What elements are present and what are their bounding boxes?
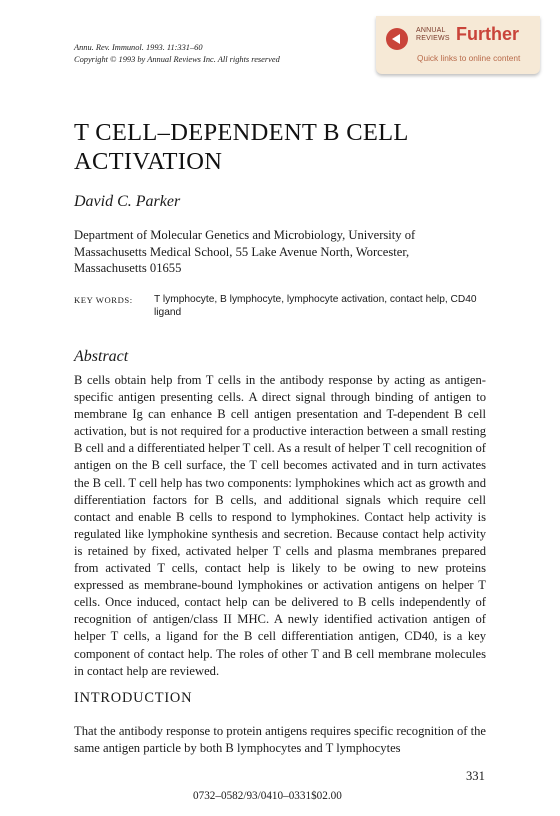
article-title: T CELL–DEPENDENT B CELL ACTIVATION [74, 119, 408, 175]
further-badge[interactable] [376, 16, 540, 74]
abstract-heading: Abstract [74, 348, 129, 365]
badge-brand-line2: REVIEWS [416, 34, 450, 42]
key-words: T lymphocyte, B lymphocyte, lymphocyte activation, contact help, CD40 ligand [154, 294, 477, 318]
author: David C. Parker [74, 193, 181, 210]
introduction-heading: INTRODUCTION [74, 690, 193, 706]
article-code: 0732–0582/93/0410–0331$02.00 [193, 790, 342, 802]
citation [74, 42, 280, 65]
citation-journal: Annu. Rev. Immunol. 1993. 11:331–60 [74, 43, 203, 52]
page-number: 331 [466, 769, 485, 783]
abstract-body: B cells obtain help from T cells in the antibody response by acting as antigen-specific antigen presenting cells. A direct signal through binding of antigen to membrane Ig can enhance B cell antigen presentation and T-dependent B cell activation, but is not required for a productive interaction between a small resting B cell and a differentiated helper T cell. As a result of helper T cell recognition of antigen on the B cell surface, the T cell becomes activated and in turn activates the B cell. T cell help has two components: lymphokines which act as growth and differentiation factors for B cells, and additional signals which require cell contact and enable B cells to respond to lymphokines. Contact help activity is regulated like lymphokine synthesis and secretion. Because contact help activity is retained by fixed, activated helper T cells and plasma membranes prepared from activated T cells, contact help is likely to be owing to new proteins expressed as membrane-bound lymphokines or activation antigens on helper T cells. Once induced, contact help can be delivered to B cells independently of recognition of antigen/class II MHC. A newly identified activation antigen of helper T cells, a ligand for the B cell differentiation antigen, CD40, is a key component of contact help. The roles of other T and B cell membrane molecules in contact help are reviewed. [74, 373, 486, 678]
annual-reviews-logo-icon [386, 28, 408, 50]
introduction-body: That the antibody response to protein antigens requires specific recognition of the same antigen particle by both B lymphocytes and T lymphocytes [74, 724, 486, 756]
badge-brand-line1: ANNUAL [416, 27, 446, 34]
badge-further[interactable]: Further [456, 24, 519, 44]
key-words-label: KEY WORDS: [74, 295, 133, 305]
citation-copyright: Copyright © 1993 by Annual Reviews Inc. All rights reserved [74, 54, 280, 64]
affiliation: Department of Molecular Genetics and Microbiology, University of Massachusetts Medical School, 55 Lake Avenue North, Worcester, Massachusetts 01655 [74, 228, 416, 275]
badge-tagline[interactable]: Quick links to online content [417, 53, 521, 63]
badge-brand [416, 27, 450, 42]
